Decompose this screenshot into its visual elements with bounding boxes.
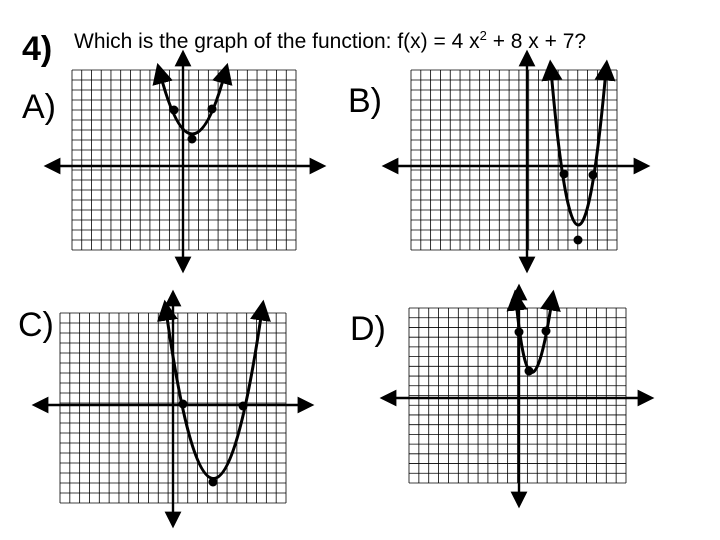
grid bbox=[411, 70, 617, 250]
option-a-label[interactable]: A) bbox=[22, 88, 56, 126]
parabola-curve bbox=[516, 300, 552, 373]
plot-point bbox=[589, 171, 598, 180]
option-b-label[interactable]: B) bbox=[348, 82, 382, 120]
graph-d[interactable] bbox=[388, 292, 646, 500]
option-c-label[interactable]: C) bbox=[18, 306, 54, 344]
plot-point bbox=[208, 105, 217, 114]
plot-point bbox=[239, 402, 248, 411]
plot-point bbox=[188, 135, 197, 144]
plot-point bbox=[170, 106, 179, 115]
graph-c[interactable] bbox=[40, 298, 306, 520]
question-number: 4) bbox=[22, 30, 53, 68]
question-exponent: 2 bbox=[479, 28, 487, 43]
graph-a[interactable] bbox=[52, 58, 318, 265]
plot-point bbox=[209, 478, 218, 487]
plot-point bbox=[542, 327, 551, 336]
plot-point bbox=[574, 236, 583, 245]
plot-point bbox=[560, 170, 569, 179]
plot-point bbox=[515, 328, 524, 337]
question-text-end: + 8 x + 7? bbox=[486, 30, 587, 53]
plot-point bbox=[179, 400, 188, 409]
option-d-label[interactable]: D) bbox=[350, 310, 386, 348]
graph-b[interactable] bbox=[390, 58, 642, 265]
plot-point bbox=[525, 367, 534, 376]
question-text-main: Which is the graph of the function: f(x) = 4 x bbox=[74, 30, 480, 53]
